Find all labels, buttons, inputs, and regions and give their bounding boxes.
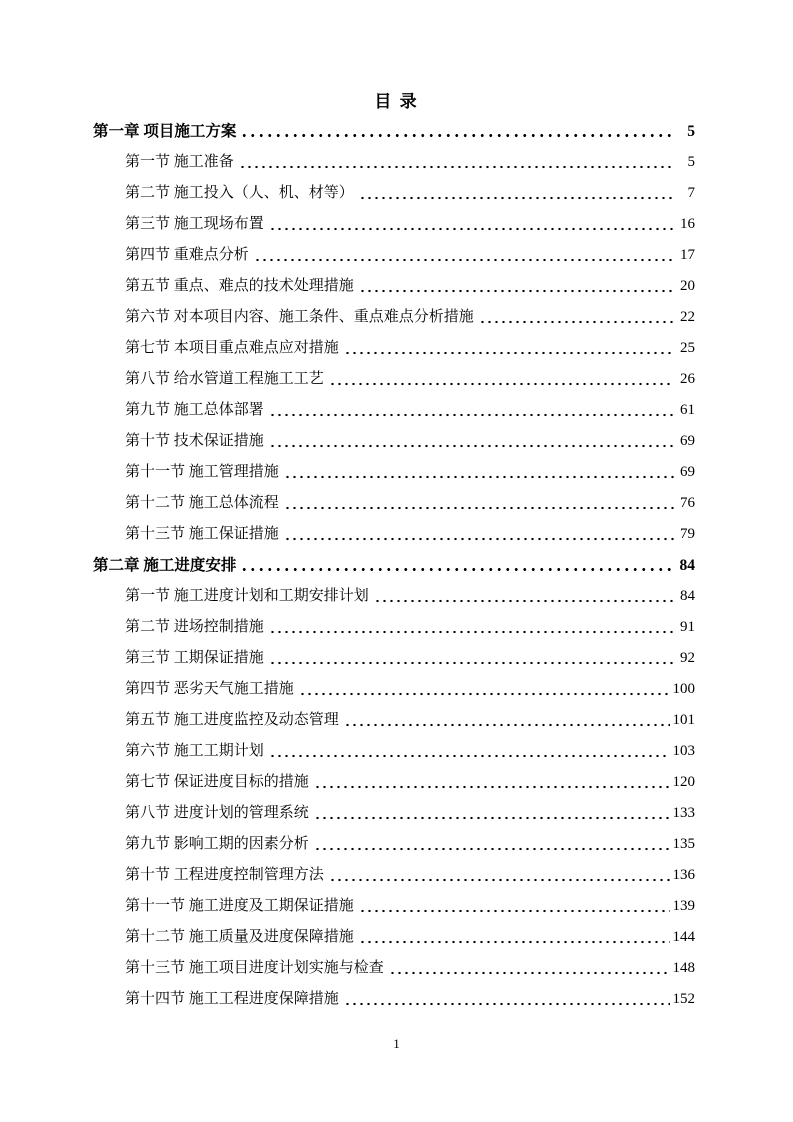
toc-entry-label: 第三节 施工现场布置 [125, 216, 264, 232]
toc-entry[interactable] [93, 240, 695, 271]
toc-entry[interactable] [93, 271, 695, 302]
toc-entry-page: 69 [680, 464, 695, 480]
toc-entry-page: 91 [680, 619, 695, 635]
toc-entry-label: 第九节 影响工期的因素分析 [125, 836, 309, 852]
toc-entry-page: 100 [672, 681, 695, 697]
toc-entry-page: 26 [680, 371, 695, 387]
toc-entry-page: 17 [680, 247, 695, 263]
toc-entry-label: 第五节 重点、难点的技术处理措施 [125, 278, 354, 294]
toc-entry-label: 第十节 技术保证措施 [125, 433, 264, 449]
toc-entry-label: 第十一节 施工进度及工期保证措施 [125, 898, 354, 914]
page-title: 目 录 [374, 92, 419, 111]
toc-entry-page: 61 [680, 402, 695, 418]
toc-entry-page: 20 [680, 278, 695, 294]
page-number-footer: 1 [393, 1036, 400, 1051]
toc-entry[interactable] [93, 550, 695, 581]
toc-leader-dots [269, 612, 674, 643]
toc-entry-label: 第一章 项目施工方案 [93, 123, 237, 140]
toc-leader-dots [284, 457, 674, 488]
toc-entry[interactable] [93, 705, 695, 736]
toc-leader-dots [239, 147, 674, 178]
toc-entry-page: 7 [687, 185, 695, 201]
toc-leader-dots [314, 767, 670, 798]
toc-leader-dots [359, 178, 674, 209]
toc-entry-label: 第七节 本项目重点难点应对措施 [125, 340, 339, 356]
toc-leader-dots [269, 736, 670, 767]
toc-list [93, 116, 695, 1015]
toc-entry[interactable] [93, 767, 695, 798]
toc-entry-label: 第五节 施工进度监控及动态管理 [125, 712, 339, 728]
toc-entry-page: 152 [672, 991, 695, 1007]
toc-leader-dots [314, 798, 670, 829]
toc-entry-page: 101 [672, 712, 695, 728]
toc-entry[interactable] [93, 178, 695, 209]
toc-entry[interactable] [93, 829, 695, 860]
toc-entry[interactable] [93, 581, 695, 612]
toc-entry-page: 136 [672, 867, 695, 883]
toc-entry-page: 5 [687, 154, 695, 170]
toc-entry[interactable] [93, 612, 695, 643]
toc-entry-label: 第二章 施工进度安排 [93, 557, 237, 574]
toc-leader-dots [479, 302, 674, 333]
toc-entry[interactable] [93, 302, 695, 333]
toc-entry-label: 第十三节 施工项目进度计划实施与检查 [125, 960, 384, 976]
toc-entry-page: 84 [679, 557, 695, 574]
toc-entry-page: 25 [680, 340, 695, 356]
toc-entry-page: 84 [680, 588, 695, 604]
toc-entry[interactable] [93, 674, 695, 705]
toc-entry[interactable] [93, 395, 695, 426]
toc-entry-page: 144 [672, 929, 695, 945]
toc-leader-dots [284, 519, 674, 550]
toc-entry[interactable] [93, 984, 695, 1015]
toc-entry-label: 第二节 施工投入（人、机、材等） [125, 185, 354, 201]
toc-entry-label: 第六节 对本项目内容、施工条件、重点难点分析措施 [125, 309, 474, 325]
toc-entry[interactable] [93, 922, 695, 953]
toc-entry-page: 139 [672, 898, 695, 914]
toc-leader-dots [374, 581, 674, 612]
toc-entry[interactable] [93, 333, 695, 364]
toc-leader-dots [359, 922, 670, 953]
toc-entry[interactable] [93, 891, 695, 922]
toc-leader-dots [269, 209, 674, 240]
toc-leader-dots [269, 643, 674, 674]
toc-entry[interactable] [93, 488, 695, 519]
toc-entry-label: 第七节 保证进度目标的措施 [125, 774, 309, 790]
toc-leader-dots [329, 860, 670, 891]
toc-leader-dots [299, 674, 670, 705]
toc-entry[interactable] [93, 953, 695, 984]
toc-entry-label: 第四节 重难点分析 [125, 247, 249, 263]
toc-entry-page: 135 [672, 836, 695, 852]
toc-leader-dots [389, 953, 670, 984]
toc-entry-page: 148 [672, 960, 695, 976]
toc-entry-label: 第一节 施工准备 [125, 154, 234, 170]
toc-entry-page: 69 [680, 433, 695, 449]
toc-entry-label: 第一节 施工进度计划和工期安排计划 [125, 588, 369, 604]
toc-entry-label: 第九节 施工总体部署 [125, 402, 264, 418]
toc-entry-label: 第四节 恶劣天气施工措施 [125, 681, 294, 697]
toc-entry[interactable] [93, 736, 695, 767]
toc-entry-label: 第十三节 施工保证措施 [125, 526, 279, 542]
toc-leader-dots [344, 333, 674, 364]
toc-leader-dots [359, 271, 674, 302]
toc-entry-page: 92 [680, 650, 695, 666]
toc-entry[interactable] [93, 426, 695, 457]
toc-leader-dots [344, 705, 670, 736]
toc-entry[interactable] [93, 147, 695, 178]
toc-entry[interactable] [93, 519, 695, 550]
toc-leader-dots [254, 240, 674, 271]
toc-leader-dots [269, 395, 674, 426]
toc-entry-page: 79 [680, 526, 695, 542]
toc-entry[interactable] [93, 116, 695, 147]
toc-entry[interactable] [93, 643, 695, 674]
toc-leader-dots [329, 364, 674, 395]
toc-entry-label: 第十二节 施工质量及进度保障措施 [125, 929, 354, 945]
toc-entry[interactable] [93, 860, 695, 891]
toc-entry-page: 120 [672, 774, 695, 790]
toc-leader-dots [344, 984, 670, 1015]
toc-leader-dots [314, 829, 670, 860]
toc-leader-dots [284, 488, 674, 519]
toc-entry-label: 第二节 进场控制措施 [125, 619, 264, 635]
toc-entry-page: 103 [672, 743, 695, 759]
toc-entry-page: 16 [680, 216, 695, 232]
toc-entry-label: 第六节 施工工期计划 [125, 743, 264, 759]
toc-leader-dots [240, 116, 676, 147]
toc-entry-page: 22 [680, 309, 695, 325]
toc-entry-label: 第十二节 施工总体流程 [125, 495, 279, 511]
toc-entry-page: 5 [687, 123, 695, 140]
toc-entry-label: 第八节 进度计划的管理系统 [125, 805, 309, 821]
toc-entry-label: 第八节 给水管道工程施工工艺 [125, 371, 324, 387]
toc-entry[interactable] [93, 364, 695, 395]
toc-entry[interactable] [93, 209, 695, 240]
toc-entry-label: 第十四节 施工工程进度保障措施 [125, 991, 339, 1007]
toc-entry-label: 第三节 工期保证措施 [125, 650, 264, 666]
toc-leader-dots [359, 891, 670, 922]
toc-entry-label: 第十一节 施工管理措施 [125, 464, 279, 480]
toc-entry[interactable] [93, 457, 695, 488]
toc-entry-label: 第十节 工程进度控制管理方法 [125, 867, 324, 883]
toc-leader-dots [269, 426, 674, 457]
toc-entry[interactable] [93, 798, 695, 829]
toc-entry-page: 133 [672, 805, 695, 821]
toc-entry-page: 76 [680, 495, 695, 511]
toc-leader-dots [240, 550, 676, 581]
